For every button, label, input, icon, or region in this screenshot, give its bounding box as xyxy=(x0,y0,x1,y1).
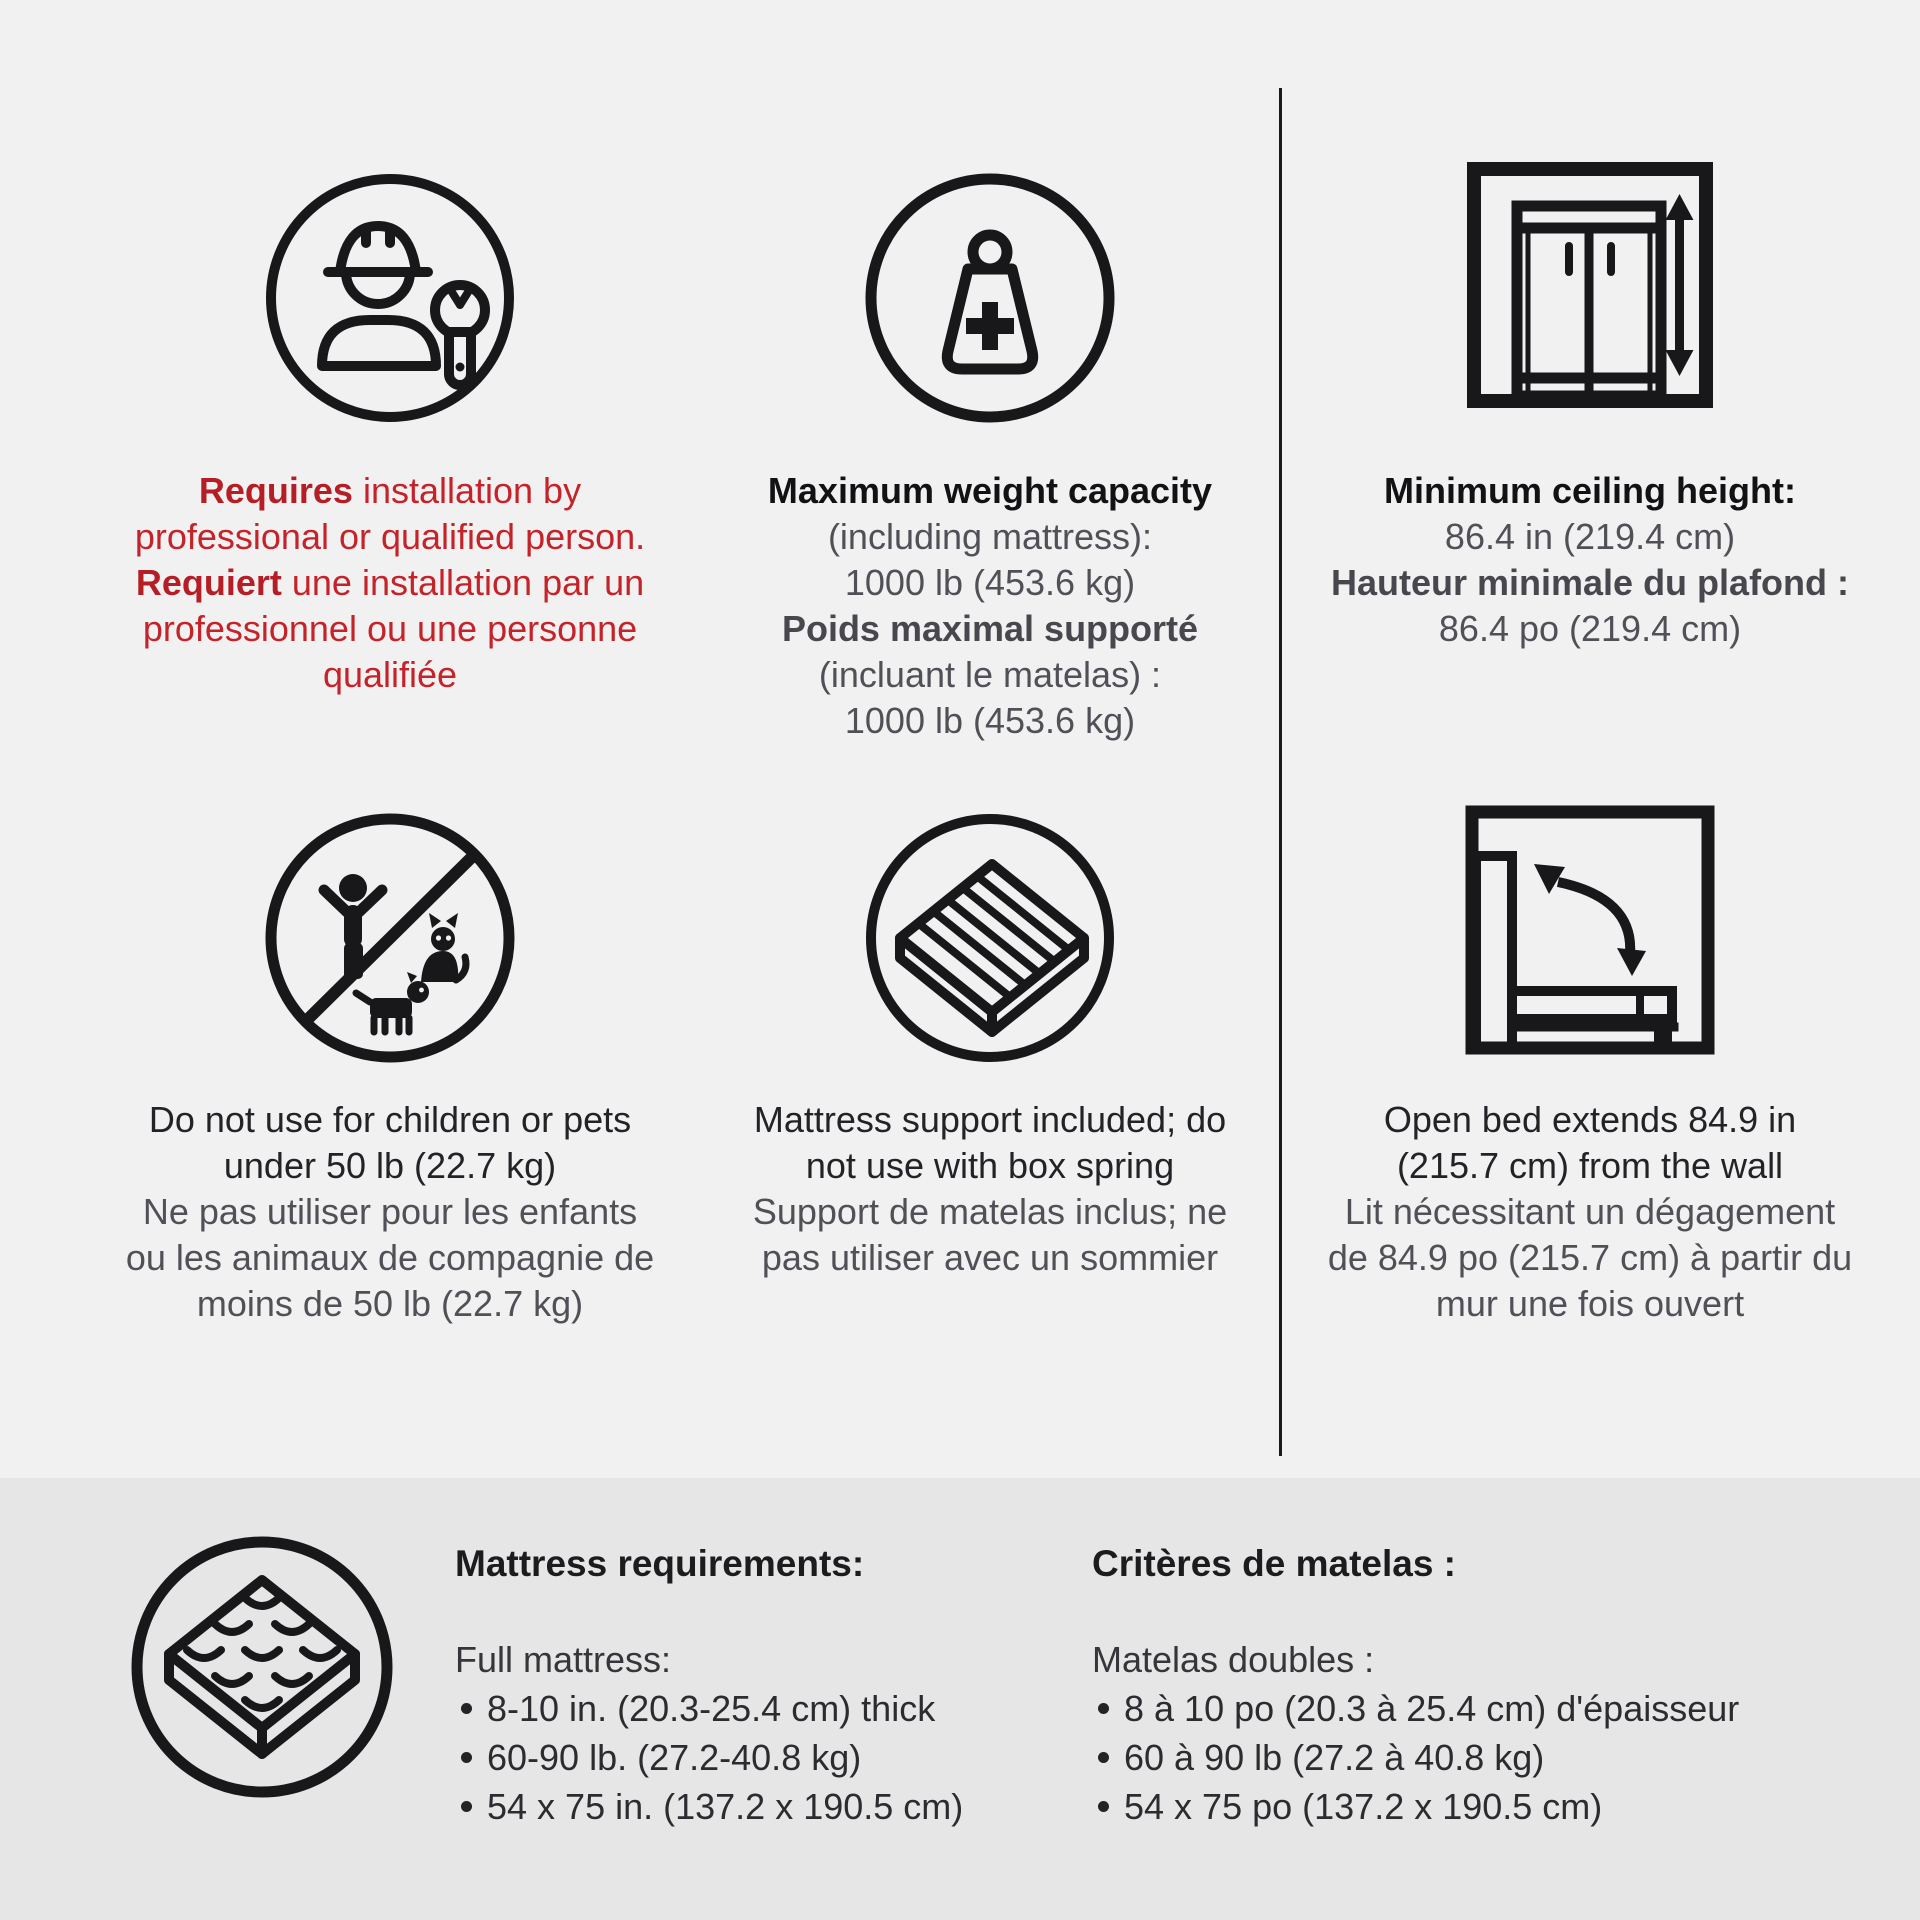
info-line: Requiert une installation par un xyxy=(135,562,645,603)
mattress-requirements-en xyxy=(455,1542,963,1831)
bullet-dot xyxy=(461,1752,472,1763)
mattress-requirements-section xyxy=(0,1478,1920,1920)
info-line: moins de 50 lb (22.7 kg) xyxy=(196,1283,584,1324)
mattress-heading-fr: Critères de matelas : xyxy=(1092,1543,1457,1584)
info-line: 86.4 po (219.4 cm) xyxy=(1438,608,1742,649)
info-card-text xyxy=(1292,1097,1888,1327)
info-line: professional or qualified person. xyxy=(134,516,646,557)
info-card-text xyxy=(700,468,1280,744)
info-line: Support de matelas inclus; ne xyxy=(752,1191,1228,1232)
info-line: Hauteur minimale du plafond : xyxy=(1330,562,1850,603)
info-card-open-bed xyxy=(1292,802,1888,1327)
info-card-installation xyxy=(70,168,710,698)
info-line: Lit nécessitant un dégagement xyxy=(1344,1191,1836,1232)
bullet-text: 8 à 10 po (20.3 à 25.4 cm) d'épaisseur xyxy=(1124,1688,1740,1729)
mattress-icon xyxy=(127,1532,397,1802)
info-card-text xyxy=(70,1097,710,1327)
info-card-text xyxy=(1292,468,1888,652)
bullet-text: 8-10 in. (20.3-25.4 cm) thick xyxy=(487,1688,936,1729)
mattress-bullet-list-fr xyxy=(1092,1684,1739,1831)
info-line: Maximum weight capacity xyxy=(767,470,1213,511)
info-card-children-pets xyxy=(70,808,710,1327)
bullet-text: 54 x 75 in. (137.2 x 190.5 cm) xyxy=(487,1786,964,1827)
info-line: (215.7 cm) from the wall xyxy=(1396,1145,1784,1186)
bullet-dot xyxy=(1098,1752,1109,1763)
info-line: de 84.9 po (215.7 cm) à partir du xyxy=(1327,1237,1853,1278)
info-card-mattress-support xyxy=(700,808,1280,1281)
bullet-dot xyxy=(461,1801,472,1812)
info-line: Poids maximal supporté xyxy=(781,608,1199,649)
info-line: (including mattress): xyxy=(827,516,1153,557)
bullet-item xyxy=(455,1733,963,1782)
info-line: Open bed extends 84.9 in xyxy=(1383,1099,1797,1140)
info-line: not use with box spring xyxy=(805,1145,1175,1186)
bullet-dot xyxy=(461,1703,472,1714)
info-line: ou les animaux de compagnie de xyxy=(125,1237,655,1278)
mattress-bullet-list-en xyxy=(455,1684,963,1831)
info-line: 1000 lb (453.6 kg) xyxy=(844,562,1136,603)
bullet-item xyxy=(1092,1733,1739,1782)
info-line: 1000 lb (453.6 kg) xyxy=(844,700,1136,741)
bullet-item xyxy=(1092,1782,1739,1831)
info-line: Requires installation by xyxy=(198,470,582,511)
bullet-text: 60-90 lb. (27.2-40.8 kg) xyxy=(487,1737,862,1778)
info-line: mur une fois ouvert xyxy=(1435,1283,1745,1324)
murphy-bed-open-icon xyxy=(1462,802,1718,1058)
info-line: Minimum ceiling height: xyxy=(1384,470,1796,511)
mattress-subheading-en: Full mattress: xyxy=(455,1639,672,1680)
info-line: qualifiée xyxy=(322,654,458,695)
installer-icon xyxy=(260,168,520,428)
mattress-subheading-fr: Matelas doubles : xyxy=(1092,1639,1375,1680)
info-line: professionnel ou une personne xyxy=(142,608,638,649)
bullet-dot xyxy=(1098,1801,1109,1812)
info-line: Ne pas utiliser pour les enfants xyxy=(142,1191,638,1232)
bullet-text: 54 x 75 po (137.2 x 190.5 cm) xyxy=(1124,1786,1603,1827)
info-line: Do not use for children or pets xyxy=(148,1099,632,1140)
mattress-heading-en: Mattress requirements: xyxy=(455,1543,865,1584)
slatted-support-icon xyxy=(860,808,1120,1068)
info-card-text xyxy=(700,1097,1280,1281)
no-children-pets-icon xyxy=(260,808,520,1068)
weight-icon xyxy=(860,168,1120,428)
info-line: (incluant le matelas) : xyxy=(818,654,1162,695)
ceiling-height-icon xyxy=(1465,160,1715,410)
info-line: 86.4 in (219.4 cm) xyxy=(1444,516,1736,557)
mattress-requirements-fr xyxy=(1092,1542,1739,1831)
bullet-item xyxy=(455,1782,963,1831)
info-line: under 50 lb (22.7 kg) xyxy=(223,1145,557,1186)
bullet-text: 60 à 90 lb (27.2 à 40.8 kg) xyxy=(1124,1737,1545,1778)
info-card-ceiling xyxy=(1292,160,1888,652)
bullet-item xyxy=(1092,1684,1739,1733)
bullet-dot xyxy=(1098,1703,1109,1714)
info-line: Mattress support included; do xyxy=(753,1099,1227,1140)
info-card-text xyxy=(70,468,710,698)
info-card-weight xyxy=(700,168,1280,744)
info-line: pas utiliser avec un sommier xyxy=(761,1237,1219,1278)
bullet-item xyxy=(455,1684,963,1733)
